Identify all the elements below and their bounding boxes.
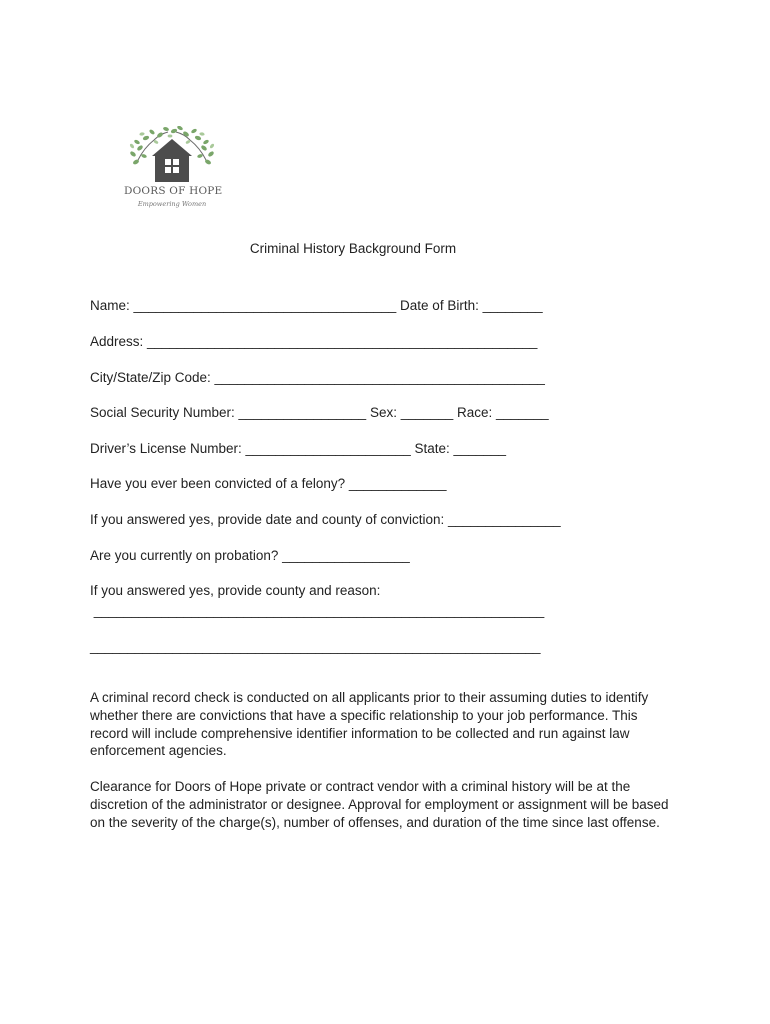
doors-of-hope-logo [124,126,223,216]
city-state-zip-field[interactable]: City/State/Zip Code: ____________________________________________ [90,370,545,385]
probation-details-blank-line-1[interactable]: ____________________________________________________________ [90,603,545,618]
address-field[interactable]: Address: ____________________________________________________ [90,334,538,349]
form-title: Criminal History Background Form [249,241,457,256]
name-field[interactable]: Name: ___________________________________ Date of Birth: ________ [90,298,543,313]
criminal-check-paragraph: A criminal record check is conducted on all applicants prior to their assuming duties to identify whether there are convictions that have a specific relationship to your job performance. This record will include comprehensive identifier information to be collected and run against law enforcement agencies. [90,690,649,759]
logo-tagline: Empowering Women [137,200,207,208]
probation-details-label: If you answered yes, provide county and reason: [90,583,381,598]
ssn-sex-race-field[interactable]: Social Security Number: _________________ Sex: _______ Race: _______ [90,405,549,420]
logo-name: DOORS OF HOPE [124,185,223,197]
conviction-details-field[interactable]: If you answered yes, provide date and county of conviction: _______________ [90,512,561,527]
probation-question-field[interactable]: Are you currently on probation? _________________ [90,548,410,563]
felony-question-field[interactable]: Have you ever been convicted of a felony? _____________ [90,476,447,491]
drivers-license-field[interactable]: Driver’s License Number: ______________________ State: _______ [90,441,507,456]
clearance-paragraph: Clearance for Doors of Hope private or contract vendor with a criminal history will be at the discretion of the administrator or designee. Approval for employment or assignment will be based on the severity of the charge(s), number of offenses, and duration of the time since last offense. [90,779,669,830]
house-with-tree-icon [124,126,220,186]
probation-details-blank-line-2[interactable]: ____________________________________________________________ [90,639,541,654]
